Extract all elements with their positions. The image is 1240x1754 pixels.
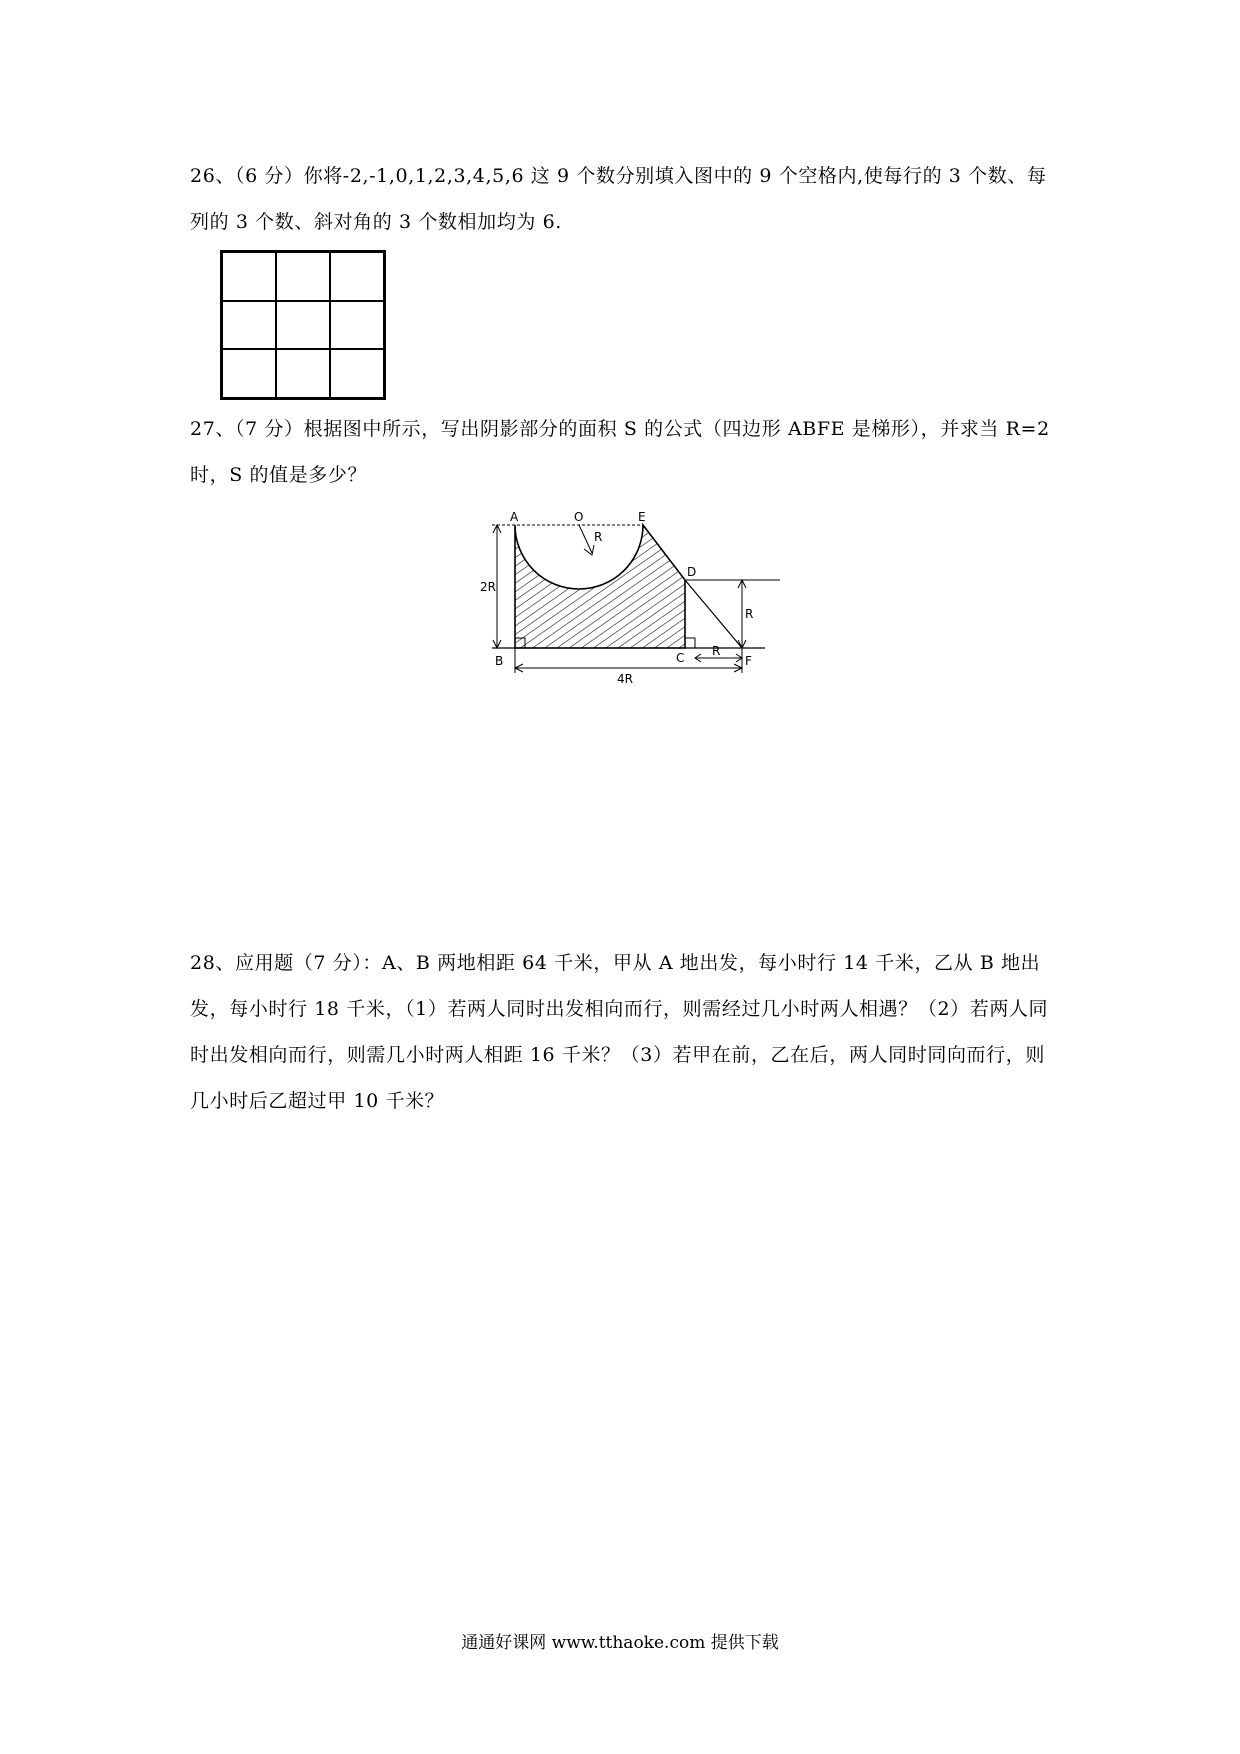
grid-cell[interactable] — [330, 252, 384, 301]
question-28: 28、应用题（7 分）：A、B 两地相距 64 千米，甲从 A 地出发，每小时行 14 千米，乙从 B 地出发，每小时行 18 千米，（1）若两人同时出发相向而行，则需经过几小时两人相遇？（2）若两人同时出发相向而行，则需几小时两人相距 16 千米？（3）若甲在前，乙在后，两人同时同向而行，则几小时后乙超过甲 10 千米？ — [190, 952, 1049, 1112]
grid-cell[interactable] — [222, 349, 276, 398]
label-r-bottom: R — [712, 644, 721, 658]
label-c: C — [676, 651, 685, 665]
grid-cell[interactable] — [222, 252, 276, 301]
radius-arrow — [579, 525, 592, 553]
label-b: B — [495, 654, 504, 668]
label-a: A — [510, 510, 519, 524]
grid-cell[interactable] — [222, 301, 276, 350]
label-f: F — [745, 654, 752, 668]
grid-cell[interactable] — [276, 349, 330, 398]
grid-cell[interactable] — [330, 349, 384, 398]
question-27: 27、（7 分）根据图中所示，写出阴影部分的面积 S 的公式（四边形 ABFE 是梯形），并求当 R=2 时，S 的值是多少？ — [190, 418, 1050, 486]
label-e: E — [638, 510, 646, 524]
label-d: D — [687, 565, 697, 579]
trapezoid-figure — [480, 505, 780, 690]
magic-square-grid — [220, 250, 386, 400]
question-26: 26、（6 分）你将-2,-1,0,1,2,3,4,5,6 这 9 个数分别填入图中的 9 个空格内,使每行的 3 个数、每列的 3 个数、斜对角的 3 个数相加均为 6. — [190, 165, 1047, 233]
grid-cell[interactable] — [276, 301, 330, 350]
label-o: O — [574, 510, 584, 524]
grid-cell[interactable] — [276, 252, 330, 301]
label-2r: 2R — [480, 580, 496, 594]
label-r-side: R — [745, 607, 754, 621]
grid-cell[interactable] — [330, 301, 384, 350]
right-angle-c — [685, 638, 695, 648]
label-radius-r: R — [594, 530, 603, 544]
footer-source: 通通好课网 www.tthaoke.com 提供下载 — [461, 1633, 779, 1653]
label-4r: 4R — [617, 672, 633, 686]
